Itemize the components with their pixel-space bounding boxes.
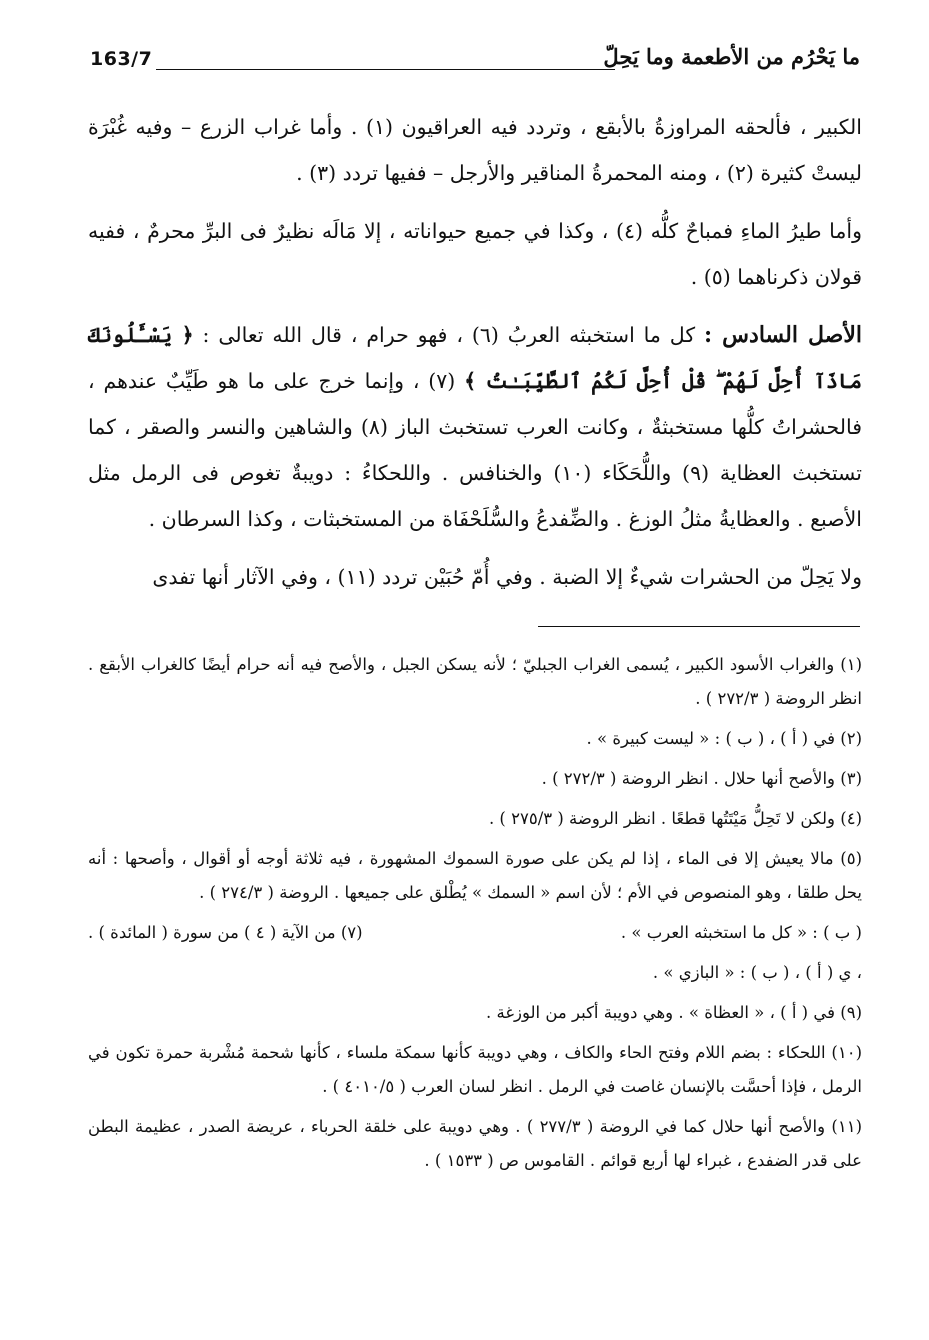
footnote-9: (٩) في ( أ ) ، « العظاة » . وهي دويبة أكبر من الوزغة . [486,1003,862,1022]
paragraph-1: الكبير ، فألحقه المراوزةُ بالأبقع ، وتردد فيه العراقيون (١) . وأما غراب الزرع – وفيه غُبْرَة ليستْ كثيرة (٢) ، ومنه المحمرةُ المناقير والأرجل – ففيها تردد (٣) . [88,115,862,185]
paragraph-3-body: (٧) ، وإنما خرج على ما هو طَيِّبٌ عندهم ، فالحشراتُ كلُّها مستخبثةٌ ، وكانت العرب تستخبث الباز (٨) والشاهين والنسر والصقر ، كما تستخبث العظاية (٩) واللُّحَكَاء (١٠) والخنافس . واللحكاءُ : دويبةٌ تغوص فى الرمل مثل الأصبع . والعظايةُ مثلُ الوزغ . والضِّفدعُ والسُّلَحْفَاة من المستخبثات ، وكذا السرطان . [88,369,862,531]
footnote-6: ( ب ) : « كل ما استخبثه العرب » . [620,923,862,942]
footnote-7: (٧) من الآية ( ٤ ) من سورة ( المائدة ) . [88,923,363,942]
paragraph-3-intro: كل ما استخبثه العربُ (٦) ، فهو حرام ، قال الله تعالى : [202,323,696,347]
page-number: 163/7 [90,48,153,70]
footnotes [88,648,862,1184]
footnote-5: (٥) مالا يعيش إلا فى الماء ، إذا لم يكن على صورة السموك المشهورة ، فيه ثلاثة أوجه أو أقوال ، وأصحها : أنه يحل طلقا ، وهو المنصوص في الأم ؛ لأن اسم « السمك » يُطْلق على جميعها . الروضة ( ٢٧٤/٣ ) . [88,849,862,902]
page-header [90,42,860,82]
footnote-8: ، ي ( أ ) ، ( ب ) : « البازي » . [652,963,862,982]
footnote-separator [538,626,860,627]
footnote-row-6-7 [88,916,862,950]
header-rule [156,69,615,70]
section-heading: الأصل السادس : [704,322,863,348]
main-text [88,104,862,612]
paragraph-2: وأما طيرُ الماءِ فمباحٌ كلُّه (٤) ، وكذا في جميع حيواناته ، إلا مَالَه نظيرٌ فى البرِّ محرمٌ ، ففيه قولان ذكرناهما (٥) . [88,219,863,289]
footnote-10: (١٠) اللحكاء : بضم اللام وفتح الحاء والكاف ، وهي دويبة كأنها سمكة ملساء ، كأنها شحمة مُشْربة حمرة تكون في الرمل ، فإذا أحسَّت بالإنسان غاصت في الرمل . انظر لسان العرب ( ٤٠١٠/٥ ) . [88,1043,862,1096]
paragraph-4: ولا يَحِلّ من الحشرات شيءٌ إلا الضبة . وفي أُمّ حُبَيْن تردد (١١) ، وفي الآثار أنها تفدى [152,565,862,589]
footnote-1: (١) والغراب الأسود الكبير ، يُسمى الغراب الجبليّ ؛ لأنه يسكن الجبل ، والأصح فيه أنه حرام أيضًا كالغراب الأبقع . انظر الروضة ( ٢٧٢/٣ ) . [88,655,862,708]
footnote-11: (١١) والأصح أنها حلال كما في الروضة ( ٢٧٧/٣ ) . وهي دويبة على خلقة الحرباء ، عريضة الصدر ، عظيمة البطن على قدر الضفدع ، غبراء لها أربع قوائم . القاموس ص ( ١٥٣٣ ) . [88,1117,862,1170]
footnote-2: (٢) في ( أ ) ، ( ب ) : « ليست كبيرة » . [586,729,862,748]
footnote-3: (٣) والأصح أنها حلال . انظر الروضة ( ٢٧٢/٣ ) . [541,769,862,788]
running-title: ما يَحْرُم من الأطعمة وما يَحِلّ [603,44,860,69]
quran-verse: ﴿ يَسْـَٔلُونَكَ مَاذَآ أُحِلَّ لَهُمْ ۖ قُلْ أُحِلَّ لَكُمُ ٱلطَّيِّبَـٰتُ ﴾ [88,323,862,393]
footnote-4: (٤) ولكن لا تَحِلُّ مَيْتَتُها قطعًا . انظر الروضة ( ٢٧٥/٣ ) . [488,809,862,828]
paragraph-3 [88,312,862,542]
